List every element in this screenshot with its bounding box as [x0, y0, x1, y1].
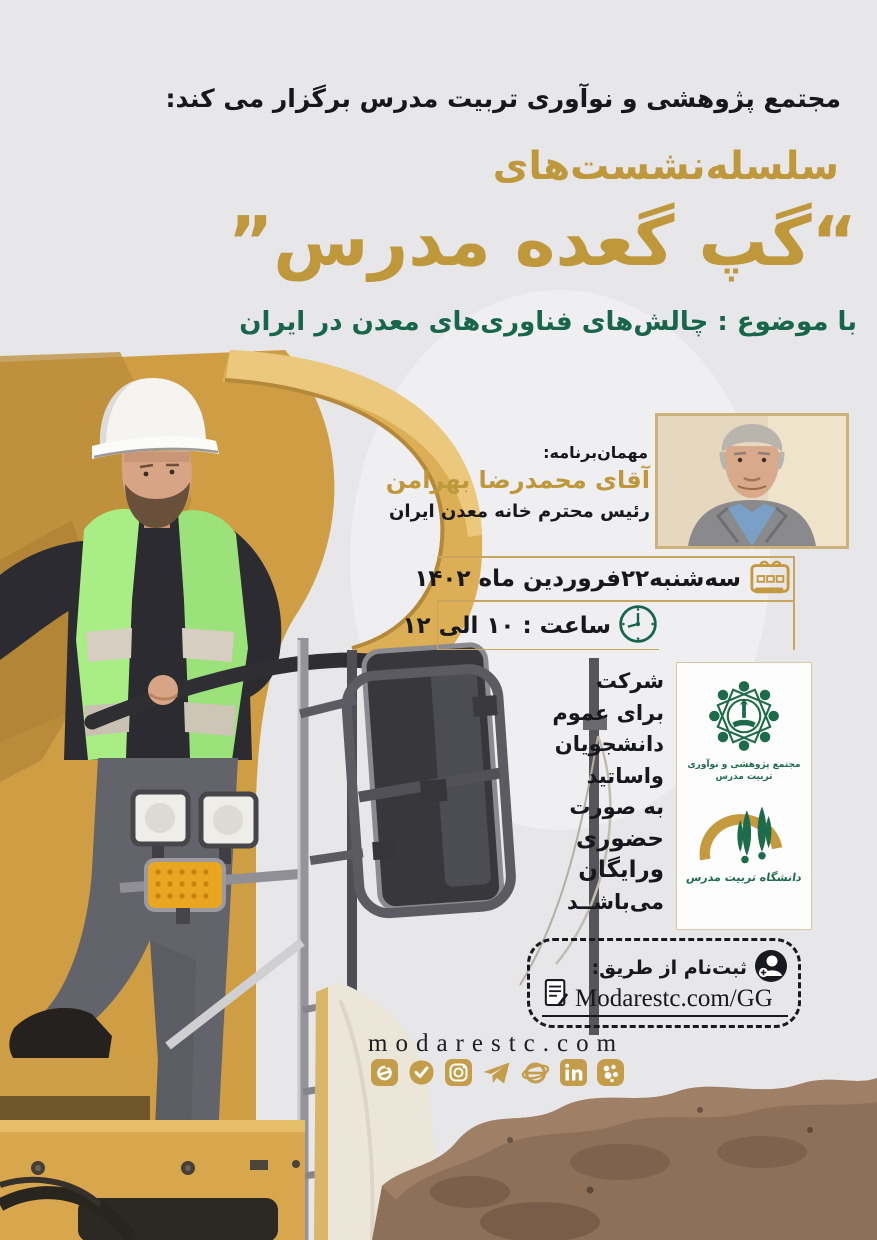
guest-portrait-image [658, 416, 846, 546]
complex-logo-caption2: تربیت مدرس [715, 772, 773, 782]
complex-logo [677, 673, 811, 759]
topic-line: با موضوع : چالش‌های فناوری‌های معدن در ایران [239, 307, 857, 337]
event-date: سه‌شنبه۲۲فروردین ماه ۱۴۰۲ [414, 566, 741, 592]
guest-portrait [655, 413, 849, 549]
clock-icon [617, 603, 659, 649]
guest-title: رئیس محترم خانه معدن ایران [389, 501, 650, 522]
igap-icon[interactable] [597, 1059, 624, 1086]
social-icons-row [371, 1059, 624, 1086]
logos-panel [676, 662, 812, 930]
guest-label: مهمان‌برنامه: [543, 443, 648, 462]
main-title: “گپ گعده مدرس” [227, 202, 857, 282]
participation-line: واساتید [586, 763, 664, 788]
university-logo-caption: دانشگاه تربیت مدرس [685, 871, 803, 884]
complex-logo-caption: مجتمع پژوهشی و نوآوری [687, 760, 801, 770]
participation-note [552, 666, 664, 918]
registration-box [527, 938, 801, 1028]
participation-line-bold: ورایگان [578, 857, 664, 883]
website-url[interactable]: modarestc.com [368, 1030, 625, 1057]
university-logo [677, 797, 811, 871]
registration-link-row [542, 978, 788, 1017]
organizer-line: مجتمع پژوهشی و نوآوری تربیت مدرس برگزار می کند: [165, 84, 841, 113]
truck-platform [0, 1120, 305, 1240]
telegram-icon[interactable] [482, 1059, 511, 1086]
event-time: ساعت : ۱۰ الی ۱۲ [402, 612, 611, 639]
registration-label: ثبت‌نام از طریق: [591, 957, 747, 979]
schedule-block [402, 556, 795, 650]
linkedin-icon[interactable] [560, 1059, 587, 1086]
instagram-icon[interactable] [445, 1059, 472, 1086]
web-browser-icon[interactable] [521, 1059, 550, 1086]
series-title: سلسله‌نشست‌های [492, 144, 839, 189]
registration-url[interactable]: Modarestc.com/GG [575, 985, 773, 1012]
time-row [402, 602, 659, 650]
participation-line: شرکت [595, 669, 664, 693]
bale-icon[interactable] [408, 1059, 435, 1086]
participation-line: برای عموم [552, 700, 664, 725]
guest-name: آقای محمدرضا بهرامن [385, 466, 650, 494]
calendar-icon [747, 557, 793, 601]
participation-line: به صورت [569, 795, 664, 819]
participation-line-bold: حضوری [576, 825, 664, 852]
participation-line: دانشجویان [554, 732, 664, 756]
participation-line: می‌باشــد [566, 889, 664, 914]
form-icon [544, 978, 568, 1012]
date-row [414, 558, 793, 602]
eitaa-icon[interactable] [371, 1059, 398, 1086]
